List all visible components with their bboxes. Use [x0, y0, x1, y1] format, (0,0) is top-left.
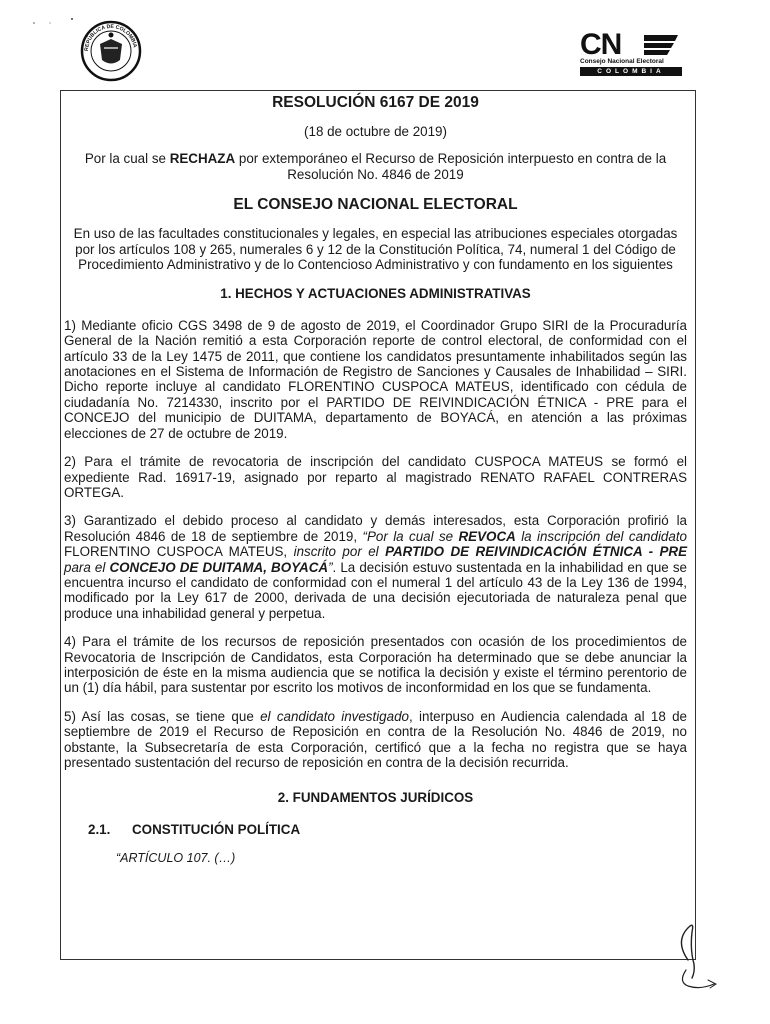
p3-g: PARTIDO DE REIVINDICACIÓN ÉTNICA - PRE — [385, 544, 687, 560]
cne-flag-icon — [642, 34, 680, 56]
paragraph-2: 2) Para el trámite de revocatoria de inscripción del candidato CUSPOCA MATEUS se formó el expediente Rad. 16917-19, asignado por reparto al magistrado RENATO RAFAEL CONTRERAS ORTEGA. — [64, 454, 687, 500]
p3-b: “Por la cual se — [362, 528, 459, 544]
p3-a: 3) Garantizado el debido proceso al candidato y demás interesados, esta Corporación profirió la Resolución 4846 de 18 de septiembre de 2019, — [64, 513, 687, 544]
preamble: En uso de las facultades constitucionales y legales, en especial las atribuciones especiales otorgadas por los artículos 108 y 265, numerales 6 y 12 de la Constitución Política, 74, numeral 1 del Código de Procedimiento Administrativo y de lo Contencioso Administrativo y con fundamento en los siguientes — [73, 226, 678, 273]
subject-before: Por la cual se — [84, 151, 170, 167]
p5-a: 5) Así las cosas, se tiene que — [64, 708, 261, 724]
resolution-date: (18 de octubre de 2019) — [304, 124, 447, 139]
p5-b: el candidato investigado — [260, 708, 409, 724]
paragraph-1: 1) Mediante oficio CGS 3498 de 9 de agosto de 2019, el Coordinador Grupo SIRI de la Procuraduría General de la Nación remitió a esta Corporación reporte de control electoral, de conformidad con el artículo 33 de la Ley 1475 de 2011, que contiene los candidatos presuntamente inhabilitados según las anotaciones en el Sistema de Información de Registro de Sanciones y Causales de Inhabilidad – SIRI. Dicho reporte incluye al candidato FLORENTINO CUSPOCA MATEUS, identificado con cédula de ciudadanía No. 7214330, inscrito por el PARTIDO DE REIVINDICACIÓN ÉTNICA - PRE para el CONCEJO del municipio de DUITAMA, departamento de BOYACÁ, en atención a las próximas elecciones de 27 de octubre de 2019. — [64, 317, 687, 441]
council-heading: EL CONSEJO NACIONAL ELECTORAL — [233, 196, 518, 214]
p3-e: FLORENTINO CUSPOCA MATEUS, — [64, 544, 294, 560]
cne-logo-country: COLOMBIA — [580, 67, 682, 76]
resolution-subject — [64, 151, 687, 182]
cne-logo — [580, 30, 684, 80]
article-quote: “ARTÍCULO 107. (…) — [116, 851, 236, 866]
p3-j: ” — [328, 559, 333, 575]
p3-i: CONCEJO DE DUITAMA, BOYACÁ — [109, 559, 329, 575]
subsection-number: 2.1. — [88, 821, 111, 837]
p3-c: REVOCA — [458, 528, 516, 544]
subsection-2-1 — [64, 822, 687, 837]
p3-d: la inscripción del candidato — [515, 528, 687, 544]
resolution-body — [64, 92, 687, 867]
cne-logo-subtitle: Consejo Nacional Electoral — [580, 58, 664, 65]
resolution-title: RESOLUCIÓN 6167 DE 2019 — [272, 94, 479, 111]
cne-logo-letters: CN — [580, 28, 622, 61]
handwritten-initial — [664, 920, 724, 1000]
p3-h: para el — [64, 559, 110, 575]
paragraph-3 — [64, 513, 687, 621]
section-2-heading: 2. FUNDAMENTOS JURÍDICOS — [277, 790, 474, 806]
section-1-heading: 1. HECHOS Y ACTUACIONES ADMINISTRATIVAS — [220, 286, 531, 302]
paragraph-5 — [64, 709, 687, 771]
p3-k: . La decisión estuvo sustentada en la inhabilidad en que se encuentra incurso el candidato de conformidad con el numeral 1 del artículo 43 de la Ley 136 de 1994, modificado por la Ley 617 de 2000, derivada de una decisión ejecutoriada de naturaleza penal que produce una inhabilidad general y perpetua. — [64, 559, 687, 621]
seal-text: REPÚBLICA DE COLOMBIA — [83, 23, 138, 52]
scan-dots — [30, 16, 80, 26]
paragraph-4: 4) Para el trámite de los recursos de reposición presentados con ocasión de los procedimientos de Revocatoria de Inscripción de Candidatos, esta Corporación ha determinado que se debe anunciar la interposición de éste en la misma audiencia que se notifica la decisión y existe el término perentorio de un (1) día hábil, para sustentar por escrito los motivos de inconformidad en los que se fundamenta. — [64, 634, 687, 696]
p5-c: , interpuso en Audiencia calendada al 18 de septiembre de 2019 el Recurso de Reposición en contra de la Resolución No. 4846 de 2019, no obstante, la Subsecretaría de esta Corporación, certificó que a la fecha no registra que se haya presentado sustentación del recurso de reposición en contra de la decisión recurrida. — [64, 708, 687, 770]
p3-f: inscrito por el — [293, 544, 386, 560]
subsection-title: CONSTITUCIÓN POLÍTICA — [132, 821, 301, 837]
colombia-seal-icon — [80, 20, 142, 82]
subject-strong: RECHAZA — [169, 151, 236, 167]
subject-after: por extemporáneo el Recurso de Reposición interpuesto en contra de la Resolución No. 4846 de 2019 — [235, 151, 667, 182]
